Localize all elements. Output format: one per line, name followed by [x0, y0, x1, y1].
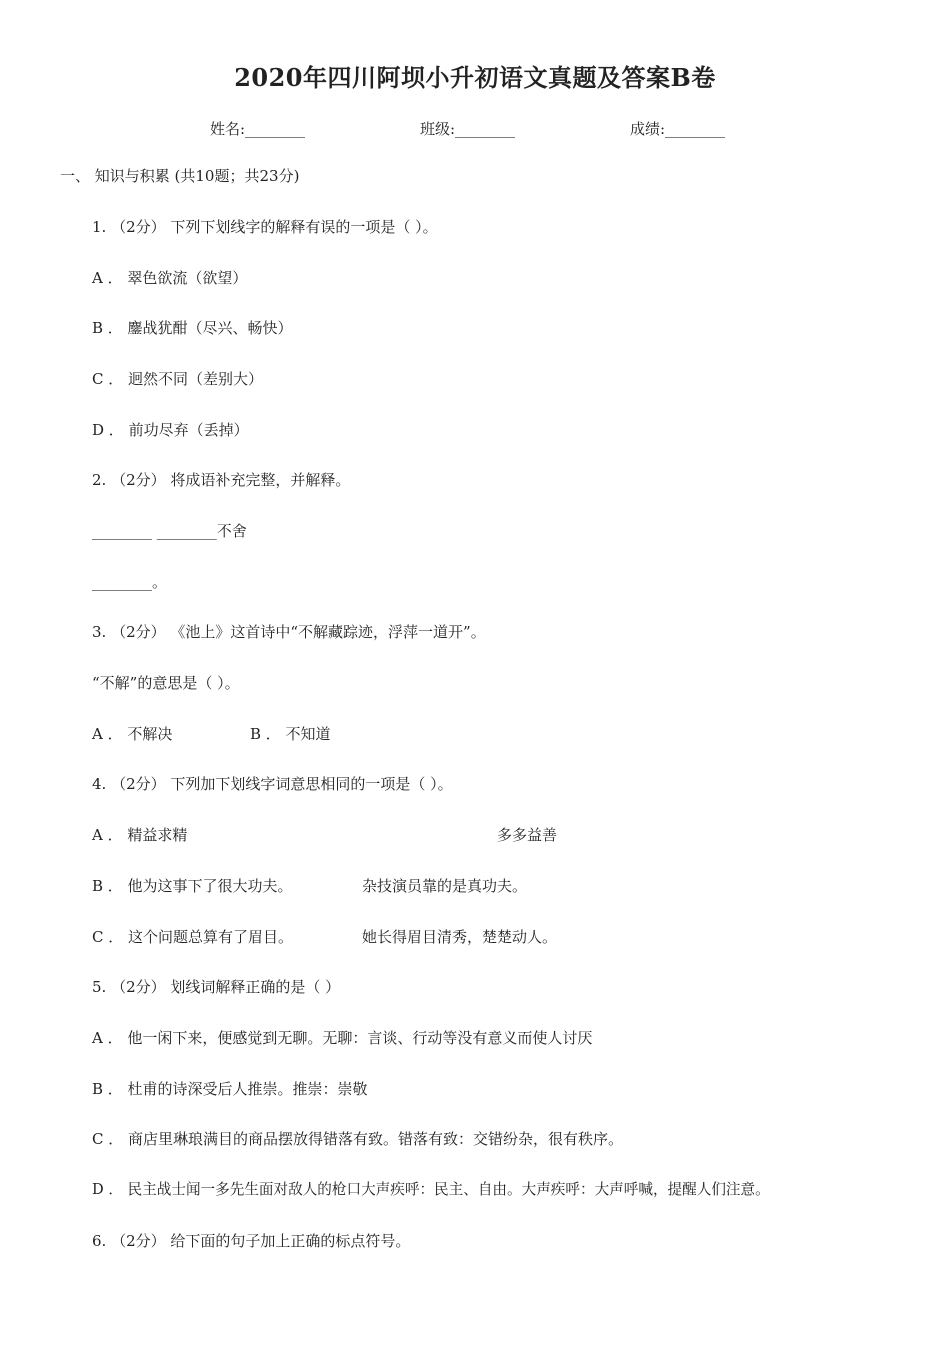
section-heading: 一、 知识与积累 (共10题；共23分) [60, 167, 300, 185]
question-4-option-a-pair: 多多益善 [497, 826, 558, 844]
question-4-option-b-pair: 杂技演员靠的是真功夫。 [362, 877, 528, 895]
question-2-stem: 2. （2分） 将成语补充完整，并解释。 [92, 471, 351, 489]
question-1-option-b: B ． 鏖战犹酣（尽兴、畅快） [92, 319, 293, 337]
question-1-option-d: D ． 前功尽弃（丢掉） [92, 421, 249, 439]
question-3-sub: “不解”的意思是（ ）。 [92, 674, 240, 692]
question-1-stem: 1. （2分） 下列下划线字的解释有误的一项是（ ）。 [92, 218, 438, 236]
question-6-stem: 6. （2分） 给下面的句子加上正确的标点符号。 [92, 1232, 411, 1250]
question-5-option-d: D ． 民主战士闻一多先生面对敌人的枪口大声疾呼：民主、自由。大声疾呼：大声呼喊，提醒人们注意。 [92, 1181, 770, 1198]
name-field: 姓名:________ [210, 120, 306, 138]
question-4-option-a: A ． 精益求精 [92, 826, 188, 844]
question-2-blank-line-2: ________。 [92, 573, 168, 591]
question-4-option-c: C ． 这个问题总算有了眉目。 [92, 928, 294, 946]
class-field: 班级:________ [420, 120, 516, 138]
question-3-option-b: B ． 不知道 [250, 725, 331, 743]
question-5-option-b: B ． 杜甫的诗深受后人推崇。推崇：崇敬 [92, 1080, 368, 1098]
page-title: 2020年四川阿坝小升初语文真题及答案B卷 [234, 63, 716, 92]
question-4-option-b: B ． 他为这事下了很大功夫。 [92, 877, 293, 895]
question-4-option-c-pair: 她长得眉目清秀，楚楚动人。 [362, 928, 558, 946]
score-field: 成绩:________ [630, 120, 726, 138]
question-2-blank-line-1: ________ ________不舍 [92, 522, 247, 540]
question-3-stem: 3. （2分） 《池上》这首诗中“不解藏踪迹，浮萍一道开”。 [92, 623, 486, 641]
question-3-option-a: A ． 不解决 [92, 725, 173, 743]
question-5-stem: 5. （2分） 划线词解释正确的是（ ） [92, 978, 341, 996]
question-5-option-a: A ． 他一闲下来，便感觉到无聊。无聊：言谈、行动等没有意义而使人讨厌 [92, 1029, 593, 1047]
question-1-option-c: C ． 迥然不同（差别大） [92, 370, 264, 388]
question-1-option-a: A ． 翠色欲流（欲望） [92, 269, 248, 287]
question-5-option-c: C ． 商店里琳琅满目的商品摆放得错落有致。错落有致：交错纷杂，很有秩序。 [92, 1130, 624, 1148]
question-4-stem: 4. （2分） 下列加下划线字词意思相同的一项是（ ）。 [92, 775, 453, 793]
